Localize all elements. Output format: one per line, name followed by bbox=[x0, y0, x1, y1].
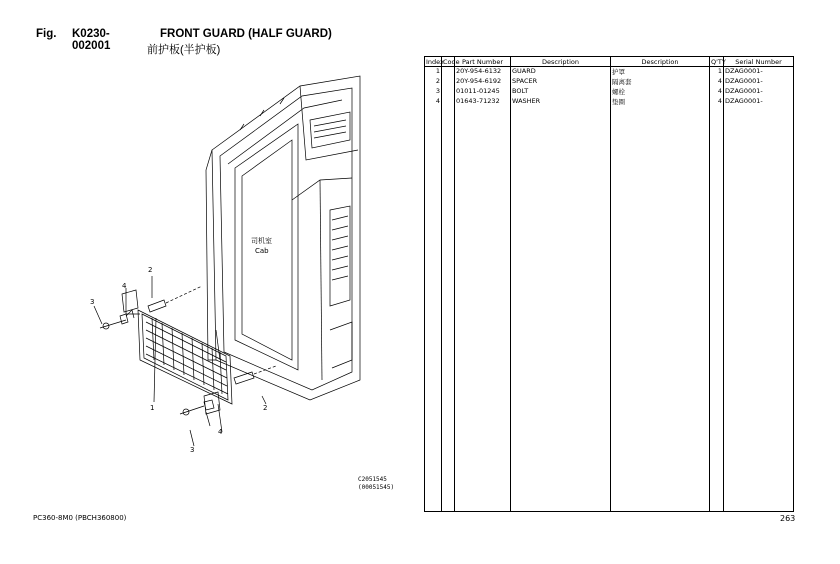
upper-fasteners bbox=[100, 286, 202, 329]
parts-table bbox=[424, 56, 794, 512]
row-code bbox=[442, 77, 455, 87]
cab-label-cn: 司机室 bbox=[251, 237, 272, 245]
row-desc-en: SPACER bbox=[511, 77, 611, 87]
row-desc-cn: 护罩 bbox=[611, 67, 710, 78]
fig-label: Fig. bbox=[36, 28, 57, 40]
row-serial: DZAG0001- bbox=[724, 97, 794, 107]
callout-4-upper: 4 bbox=[122, 282, 127, 290]
row-part-number: 20Y-954-6192 bbox=[455, 77, 511, 87]
table-row bbox=[425, 77, 794, 87]
drawing-code bbox=[358, 476, 394, 492]
row-index: 2 bbox=[425, 77, 442, 87]
row-qty: 4 bbox=[710, 97, 724, 107]
drawing-code-sub: (00051545) bbox=[358, 484, 395, 491]
col-code: Code bbox=[443, 57, 460, 66]
cab-frame bbox=[206, 76, 360, 400]
page-number: 263 bbox=[780, 514, 796, 523]
guard-panel bbox=[138, 310, 232, 404]
row-qty: 4 bbox=[710, 77, 724, 87]
callout-2-lower: 2 bbox=[263, 404, 268, 412]
callout-1: 1 bbox=[150, 404, 155, 412]
row-serial: DZAG0001- bbox=[724, 67, 794, 78]
model-footer: PC360-8M0 (PBCH360800) bbox=[33, 514, 127, 522]
callout-4-lower: 4 bbox=[218, 428, 223, 436]
row-desc-cn: 垫圈 bbox=[611, 97, 710, 107]
row-part-number: 20Y-954-6132 bbox=[455, 67, 511, 78]
table-row bbox=[425, 67, 794, 78]
cab-label-en: Cab bbox=[255, 247, 269, 255]
row-desc-en: WASHER bbox=[511, 97, 611, 107]
washer-bracket-upper bbox=[122, 290, 138, 312]
row-serial: DZAG0001- bbox=[724, 87, 794, 97]
row-qty: 1 bbox=[710, 67, 724, 78]
table-filler-row bbox=[425, 107, 794, 512]
row-index: 1 bbox=[425, 67, 442, 78]
row-qty: 4 bbox=[710, 87, 724, 97]
row-code bbox=[442, 87, 455, 97]
row-desc-en: GUARD bbox=[511, 67, 611, 78]
col-description-cn: Description bbox=[611, 57, 710, 67]
row-serial: DZAG0001- bbox=[724, 77, 794, 87]
drawing-code-main: C2051545 bbox=[358, 476, 387, 483]
row-code bbox=[442, 67, 455, 78]
row-desc-cn: 隔离套 bbox=[611, 77, 710, 87]
exploded-parts-diagram bbox=[30, 60, 420, 500]
table-row bbox=[425, 97, 794, 107]
callout-3-lower: 3 bbox=[190, 446, 195, 454]
leader-lines bbox=[94, 276, 266, 446]
col-qty: Q'TY bbox=[711, 57, 726, 66]
callout-2-upper: 2 bbox=[148, 266, 153, 274]
row-desc-en: BOLT bbox=[511, 87, 611, 97]
col-index: Index bbox=[426, 57, 444, 66]
col-part-number: Part Number bbox=[455, 57, 511, 67]
row-index: 4 bbox=[425, 97, 442, 107]
row-desc-cn: 螺栓 bbox=[611, 87, 710, 97]
callout-3-upper: 3 bbox=[90, 298, 95, 306]
page-subtitle: 前护板(半护板) bbox=[147, 44, 221, 56]
table-row bbox=[425, 87, 794, 97]
col-serial: Serial Number bbox=[724, 57, 794, 67]
fig-code: K0230-002001 bbox=[72, 28, 111, 52]
page-title: FRONT GUARD (HALF GUARD) bbox=[160, 28, 332, 40]
col-description-en: Description bbox=[511, 57, 611, 67]
row-part-number: 01011-01245 bbox=[455, 87, 511, 97]
table-header-row bbox=[425, 57, 794, 67]
row-index: 3 bbox=[425, 87, 442, 97]
row-code bbox=[442, 97, 455, 107]
row-part-number: 01643-71232 bbox=[455, 97, 511, 107]
lower-fasteners bbox=[180, 366, 276, 415]
washer-bracket-lower bbox=[204, 392, 220, 414]
